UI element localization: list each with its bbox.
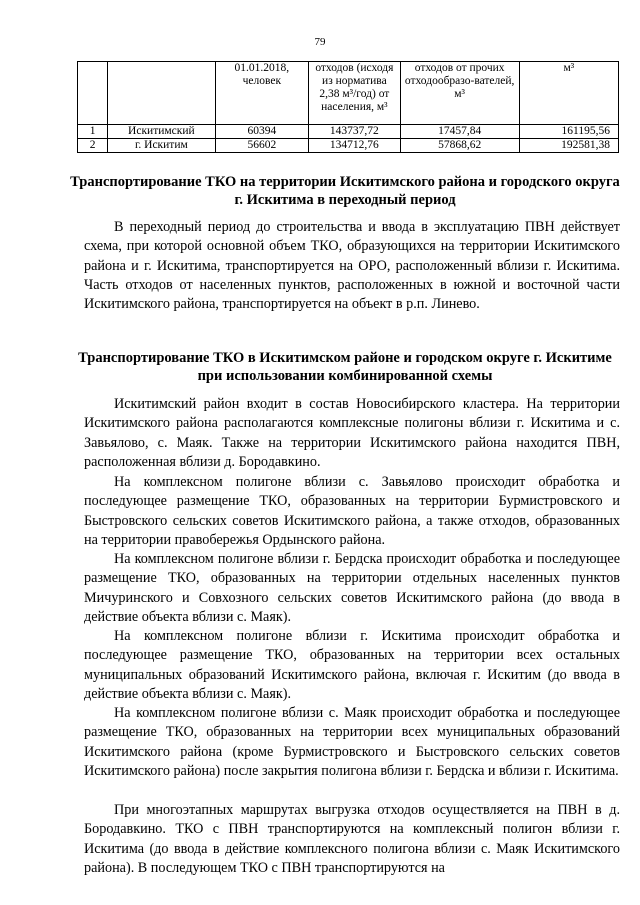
page-number: 79: [314, 36, 326, 48]
table-cell: г. Искитим: [108, 139, 215, 153]
section-title-transitional: Транспортирование ТКО на территории Искитимского района и городского округа г. Искитима в переходный период: [70, 174, 620, 208]
table-cell: 161195,56: [519, 125, 618, 139]
table-header-cell: [108, 62, 215, 125]
paragraph: Искитимский район входит в состав Новосибирского кластера. На территории Искитимского района располагаются комплексные полигоны вблизи г. Искитима и с. Завьялово, с. Маяк. Также на территории Искитимского района находится ПВН, расположенная вблизи д. Бородавкино.: [84, 396, 620, 470]
paragraph: На комплексном полигоне вблизи с. Маяк происходит обработка и последующее размещение ТКО, образованных на территории всех муниципальных образований Искитимского района (кроме Бурмистровского и Быстровского сельских советов Искитимского района) после закрытия полигона вблизи г. Бердска и вблизи г. Искитима.: [84, 705, 620, 779]
paragraph: На комплексном полигоне вблизи г. Бердска происходит обработка и последующее размещение ТКО, образованных на территории отдельных населенных пунктов Мичуринского и Совхозного сельских советов Искитимского района (до ввода в действие объекта вблизи с. Маяк).: [84, 551, 620, 625]
table-cell: 56602: [215, 139, 309, 153]
table-cell: 192581,38: [519, 139, 618, 153]
table-cell: 143737,72: [309, 125, 401, 139]
table-cell: Искитимский: [108, 125, 215, 139]
table-header-row: [78, 62, 619, 125]
table-cell: 57868,62: [400, 139, 519, 153]
section-title-combined-scheme: Транспортирование ТКО в Искитимском районе и городском округе г. Искитиме при использовании комбинированной схемы: [78, 350, 612, 384]
paragraph: В переходный период до строительства и ввода в эксплуатацию ПВН действует схема, при которой основной объем ТКО, образующихся на территории Искитимского района и г. Искитима, транспортируется на ОРО, расположенный вблизи г. Искитима. Часть отходов от населенных пунктов, расположенных в южной и восточной части Искитимского района, транспортируется на объект в р.п. Линево.: [84, 219, 620, 313]
table-header-cell: отходов от прочих отходообразо-вателей, м³: [400, 62, 519, 125]
paragraph: На комплексном полигоне вблизи с. Завьялово происходит обработка и последующее размещение ТКО, образованных на территории Бурмистровского и Быстровского сельских советов Искитимского района, а также отходов, образованных на территории правобережья Ордынского района.: [84, 474, 620, 548]
table-cell: 17457,84: [400, 125, 519, 139]
paragraph: На комплексном полигоне вблизи г. Искитима происходит обработка и последующее размещение ТКО, образованных на территории всех остальных муниципальных образований Искитимского района, включая г. Искитим (до ввода в действие объекта вблизи с. Маяк).: [84, 628, 620, 702]
table-row: [78, 139, 619, 153]
table-header-cell: [78, 62, 108, 125]
table-header-cell: отходов (исходя из норматива 2,38 м³/год) от населения, м³: [309, 62, 401, 125]
table-cell: 60394: [215, 125, 309, 139]
waste-volume-table: [77, 61, 619, 153]
table-cell: 134712,76: [309, 139, 401, 153]
paragraph: При многоэтапных маршрутах выгрузка отходов осуществляется на ПВН в д. Бородавкино. ТКО с ПВН транспортируются на комплексный полигон вблизи г. Искитима (до ввода в действие комплексного полигона вблизи с. Маяк Искитимского района). В последующем ТКО с ПВН транспортируются на: [84, 802, 620, 876]
table-row: [78, 125, 619, 139]
table-header-cell: 01.01.2018, человек: [215, 62, 309, 125]
table-header-cell: м³: [519, 62, 618, 125]
table-cell: 1: [78, 125, 108, 139]
table-cell: 2: [78, 139, 108, 153]
